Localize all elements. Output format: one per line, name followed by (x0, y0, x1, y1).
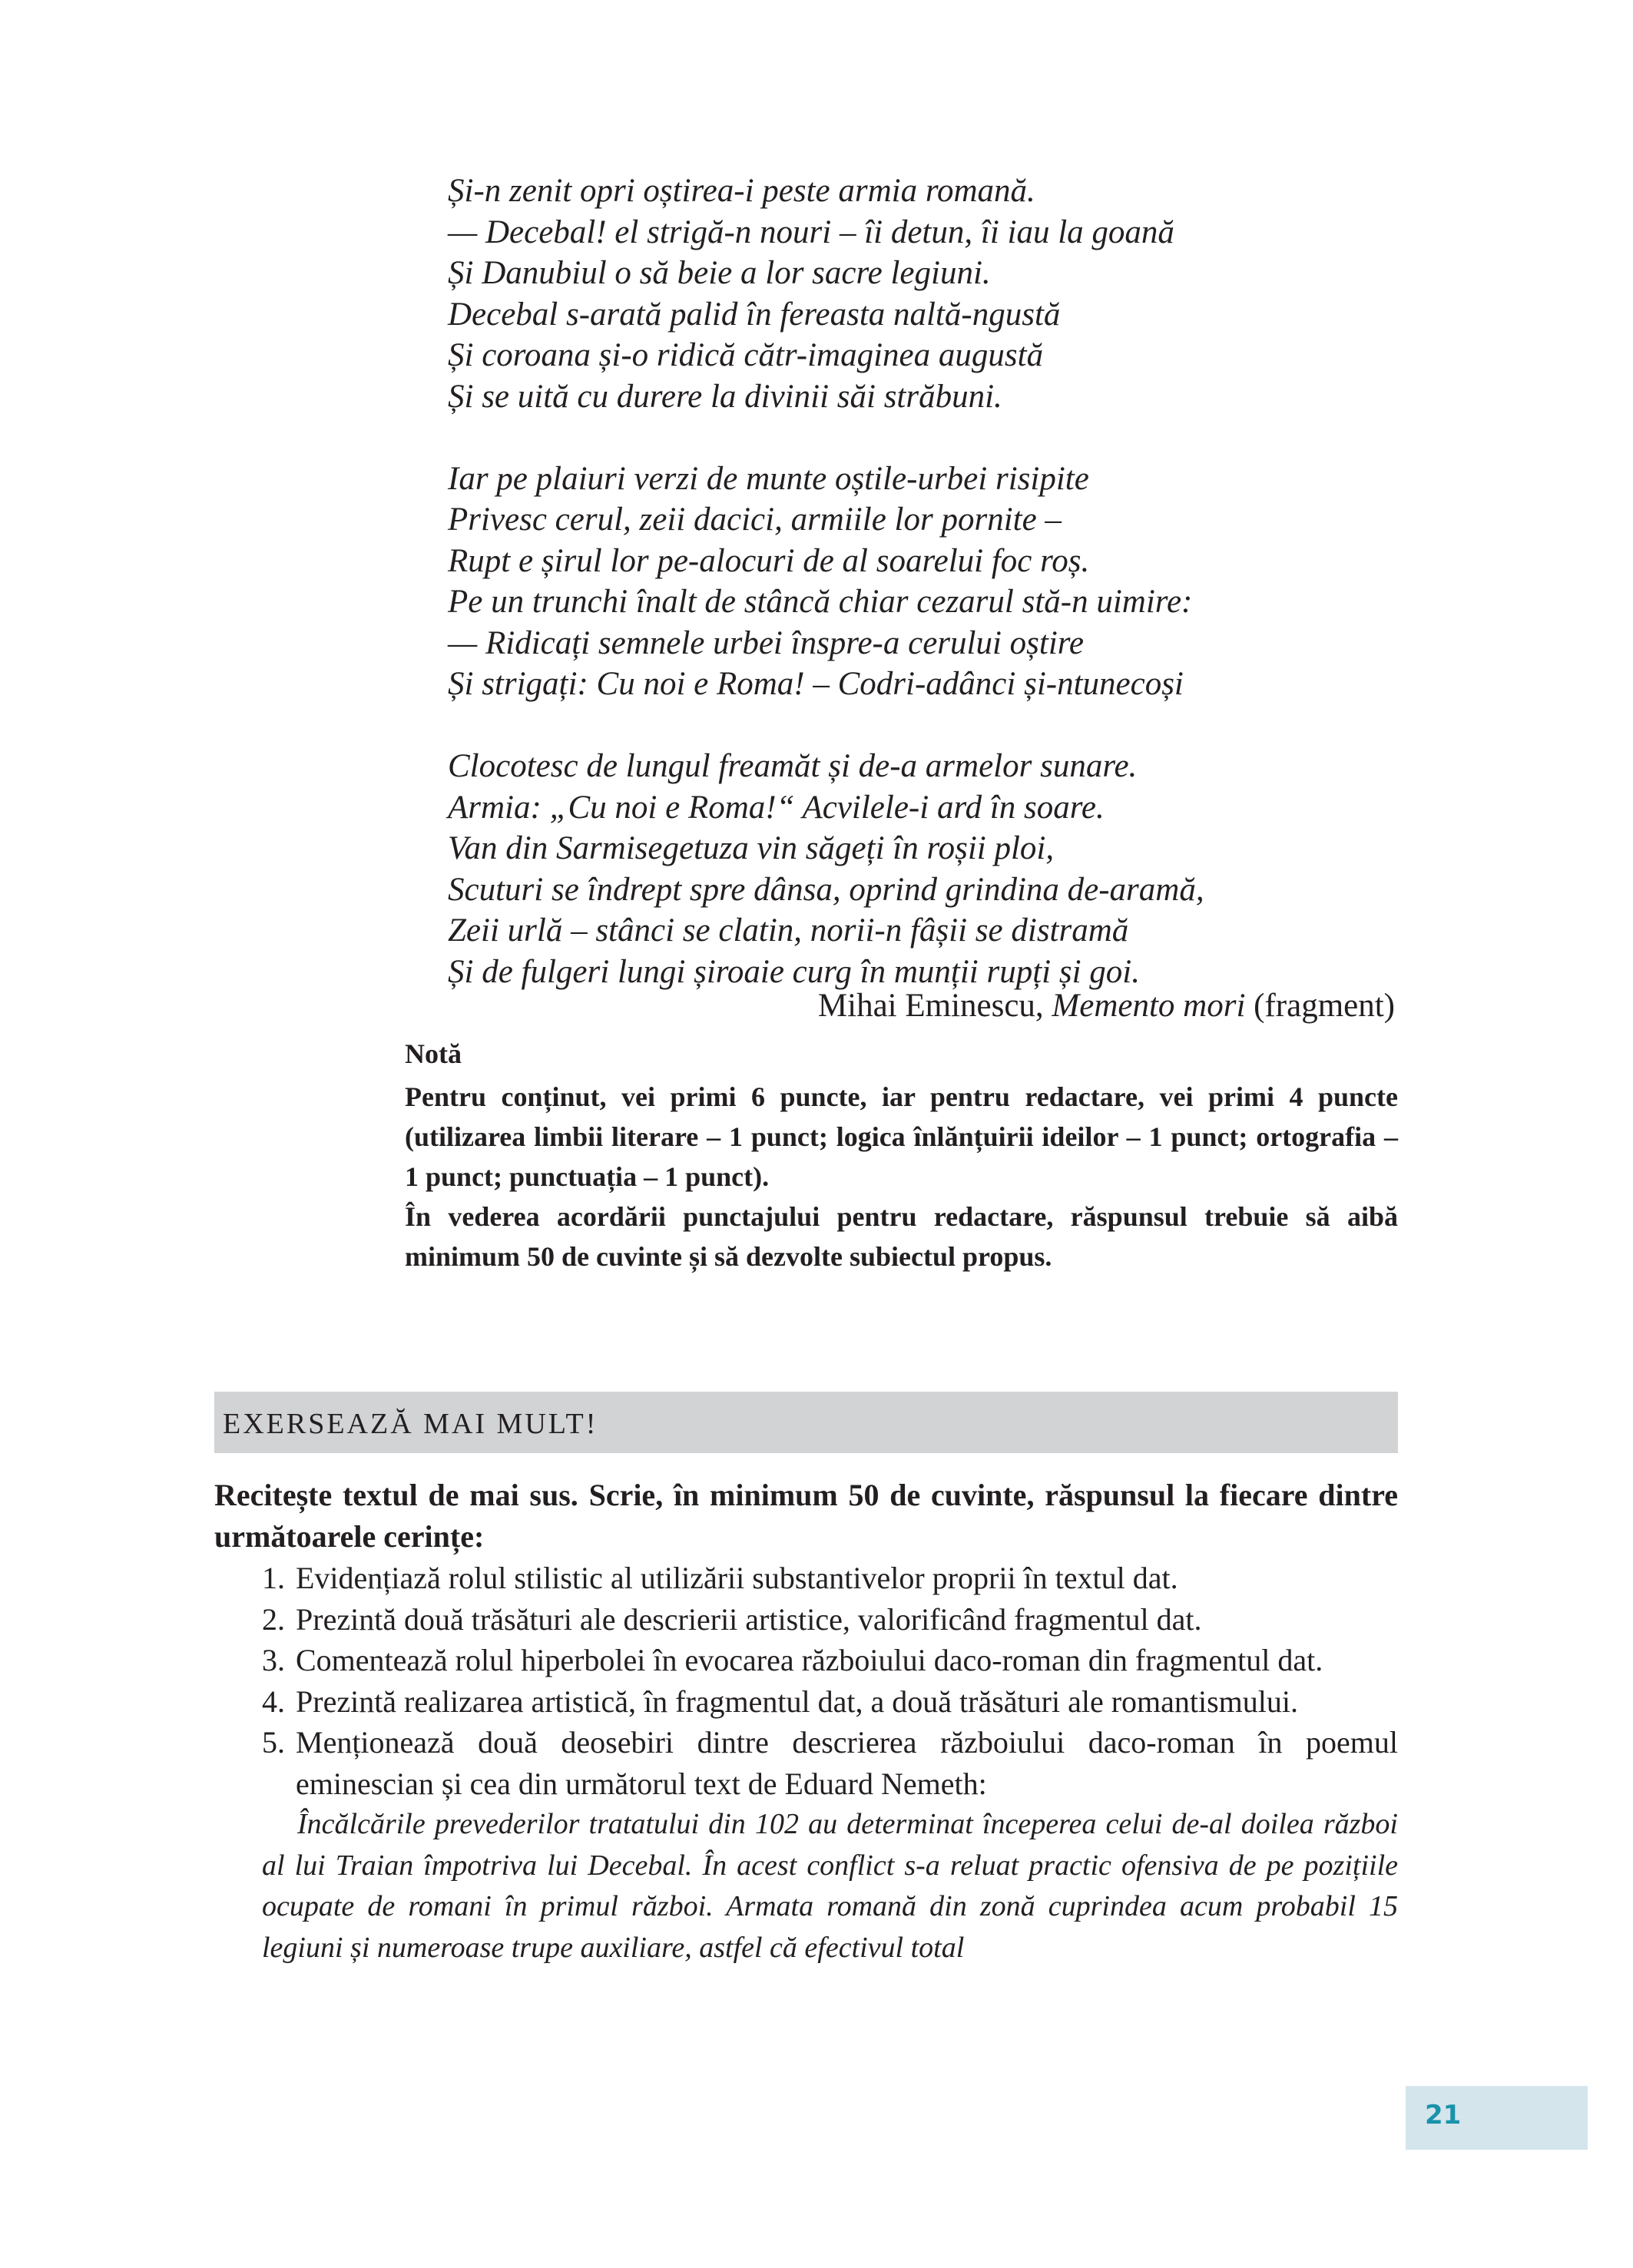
task-item-number: 5. (262, 1725, 285, 1760)
section-title: EXERSEAZĂ MAI MULT! (223, 1408, 598, 1440)
poem-verse: Clocotesc de lungul freamăt și de-a armelor sunare. (448, 748, 1138, 784)
task-item-number: 2. (262, 1601, 285, 1637)
poem-verse: Și-n zenit opri oștirea-i peste armia romană. (448, 173, 1035, 209)
task-item (262, 1722, 1398, 1804)
task-item (262, 1640, 1398, 1681)
note-paragraph: În vederea acordării punctajului pentru redactare, răspunsul trebuie să aibă minimum 50 de cuvinte și să dezvolte subiectul propus. (405, 1201, 1398, 1272)
poem-verse: Scuturi se îndrept spre dânsa, oprind grindina de-aramă, (448, 871, 1204, 908)
page-number-box (1406, 2086, 1588, 2150)
task-item-text: Comentează rolul hiperbolei în evocarea războiului daco-roman din fragmentul dat. (296, 1643, 1323, 1677)
poem-verse: Și se uită cu durere la divinii săi străbuni. (448, 378, 1002, 415)
note-paragraph: Pentru conținut, vei primi 6 puncte, iar pentru redactare, vei primi 4 puncte (utilizarea limbii literare – 1 punct; logica înlănțuirii ideilor – 1 punct; ortografia – 1 punct; punctuația – 1 punct). (405, 1081, 1398, 1192)
poem-fragment (448, 171, 1408, 992)
poem-verse: Van din Sarmisegetuza vin săgeți în roșii ploi, (448, 830, 1055, 866)
poem-stanza-2 (448, 459, 1408, 705)
task-item-number: 3. (262, 1643, 285, 1677)
poem-verse: Decebal s-arată palid în fereasta naltă-ngustă (448, 296, 1061, 333)
task-item-text: Prezintă realizarea artistică, în fragmentul dat, a două trăsături ale romantismului. (296, 1684, 1299, 1719)
poem-verse: Și Danubiul o să beie a lor sacre legiuni. (448, 255, 991, 291)
attribution-work-title: Memento mori (1052, 988, 1246, 1024)
task-item (262, 1681, 1398, 1723)
quoted-text-nemeth: Încălcările prevederilor tratatului din 102 au determinat începerea celui de-al doilea război al lui Traian împotriva lui Decebal. În acest conflict s-a reluat practic ofensiva de pe pozițiile ocupate de romani în primul război. Armata romană din zonă cuprindea acum probabil 15 legiuni și numeroase trupe auxiliare, astfel că efectivul total (262, 1808, 1398, 1964)
poem-verse: Iar pe plaiuri verzi de munte oștile-urbei risipite (448, 460, 1089, 497)
poem-verse: Armia: „Cu noi e Roma!“ Acvilele-i ard în soare. (448, 789, 1105, 826)
poem-verse: Și de fulgeri lungi șiroaie curg în munții rupți și goi. (448, 953, 1141, 990)
attribution-suffix: (fragment) (1245, 988, 1395, 1024)
task-item (262, 1558, 1398, 1599)
task-instructions: Recitește textul de mai sus. Scrie, în minimum 50 de cuvinte, răspunsul la fiecare dintre următoarele cerințe: (214, 1478, 1398, 1554)
poem-stanza-3 (448, 746, 1408, 992)
poem-verse: Pe un trunchi înalt de stâncă chiar cezarul stă-n uimire: (448, 584, 1193, 620)
task-item-text: Prezintă două trăsături ale descrierii artistice, valorificând fragmentul dat. (296, 1601, 1202, 1637)
poem-verse: Și strigați: Cu noi e Roma! – Codri-adânci și-ntunecoși (448, 666, 1184, 702)
poem-verse: — Ridicați semnele urbei înspre-a cerului oștire (448, 624, 1085, 661)
page-number: 21 (1425, 2100, 1462, 2131)
poem-verse: Privesc cerul, zeii dacici, armiile lor pornite – (448, 502, 1062, 538)
note-title: Notă (405, 1038, 462, 1069)
grading-note (405, 1034, 1398, 1276)
poem-stanza-1 (448, 171, 1408, 417)
task-item (262, 1599, 1398, 1641)
poem-verse: Rupt e șirul lor pe-alocuri de al soarelui foc roș. (448, 542, 1090, 579)
attribution-author: Mihai Eminescu, (817, 988, 1052, 1024)
poem-verse: Zeii urlă – stânci se clatin, norii-n fâșii se distramă (448, 912, 1129, 949)
poem-verse: — Decebal! el strigă-n nouri – îi detun, îi iau la goană (448, 214, 1174, 250)
task-item-text: Evidențiază rolul stilistic al utilizării substantivelor proprii în textul dat. (296, 1561, 1178, 1595)
poem-attribution (818, 985, 1395, 1026)
task-item-text: Menționează două deosebiri dintre descrierea războiului daco-roman în poemul eminescian și cea din următorul text de Eduard Nemeth: (296, 1725, 1398, 1801)
task-list (214, 1558, 1398, 1804)
task-item-number: 1. (262, 1561, 285, 1595)
task-item-number: 4. (262, 1684, 285, 1719)
poem-verse: Și coroana și-o ridică cătr-imaginea augustă (448, 337, 1044, 373)
exercise-task (214, 1475, 1398, 1968)
section-banner (214, 1392, 1398, 1453)
